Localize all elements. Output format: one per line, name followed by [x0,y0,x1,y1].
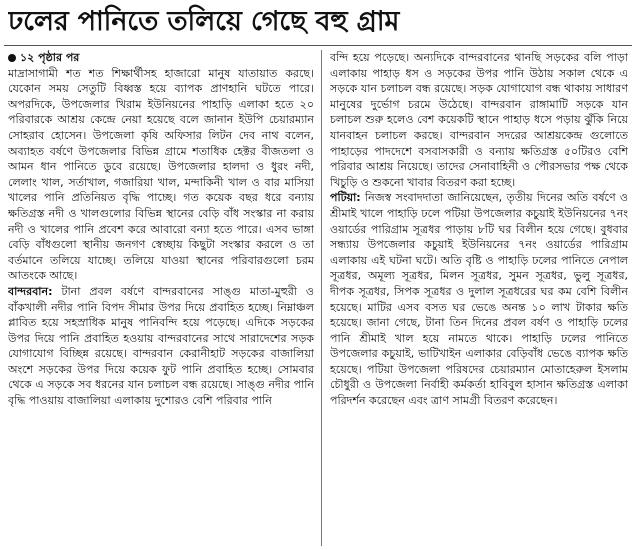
column-divider [321,50,322,546]
left-column [8,50,314,548]
right-paragraph-2-text: নিজস্ব সংবাদদাতা জানিয়েছেন, তৃতীয় দিনের অতি বর্ষণে ও শ্রীমাই খালে পাহাড়ি ঢলে পটিয়া উপজেলার কচুয়াই ইউনিয়নের ৭নং ওয়ার্ডের পারিগ্রাম সূত্রধর পাড়ায় ৮টি ঘর বিলীন হয়ে গেছে। বুধবার সন্ধ্যায় উপজেলার কচুয়াই ইউনিয়নের ৭নং ওয়ার্ডের পারিগ্রাম এলাকায় এই ঘটনা ঘটে। অতি বৃষ্টি ও পাহাড়ি ঢলের পানিতে নেপাল সূত্রধর, অমূল্য সূত্রধর, মিলন সূত্রধর, সুমন সূত্রধর, ভুলু সূত্রধর, দীপক সূত্রধর, সিপক সূত্রধর ও দুলাল সূত্রধরের ঘর কম বেশি বিলীন হয়েছে। মাটির এসব বসত ঘর ভেঙে অনন্ত ১০ লাখ টাকার ক্ষতি হয়েছে। জানা গেছে, টানা তিন দিনের প্রবল বর্ষণ ও পাহাড়ি ঢলের পানি শ্রীমাই খাল হয়ে নামতে থাকে। পাহাড়ি ঢলের পানিতে উপজেলার কচুয়াই, ভাটিখাইন এলাকার বেড়িবাঁধ ভেঙে ব্যাপক ক্ষতি হয়েছে। পটিয়া উপজেলা পরিষদের চেয়ারম্যান মোতাহেরুল ইসলাম চৌধুরী ও উপজেলা নির্বাহী কর্মকর্তা হাবিবুল হাসান ক্ষতিগ্রস্ত এলাকা পরিদর্শন করেছেন এবং ত্রাণ সামগ্রী বিতরণ করেছেন। [330,191,628,408]
bullet-icon [8,54,16,62]
continued-from-label [8,50,314,66]
dateline-patiya: পটিয়া: [330,191,361,205]
right-paragraph-1: বন্দি হয়ে পড়েছে। অন্যদিকে বান্দরবানের থানছি সড়কের বলি পাড়া এলাকায় পাহাড় ধস ও সড়কের উপর পানি উঠায় সকাল থেকে এ সড়কে যান চলাচল বন্ধ রয়েছে। সড়ক যোগাযোগ বন্ধ থাকায় সাধারণ মানুষের দুর্ভোগ চরমে উঠেছে। বান্দরবান রাঙ্গামাটি সড়কে যান চলাচল শুরু হলেও বেশ কয়েকটি স্থানে পাহাড় ধসে পড়ায় ঝুঁকি নিয়ে যানবাহন চলাচল করছে। বান্দরবান সদরের আশ্রয়কেন্দ্র গুলোতে পাহাড়ের পাদদেশে বসবাসকারী ও বন্যায় ক্ষতিগ্রস্ত ৫০টিরও বেশি পরিবার আশ্রয় নিয়েছে। তাদের সেনাবাহিনী ও পৌরসভার পক্ষ থেকে খিচুড়ি ও শুকনো খাবার বিতরণ করা হচ্ছে। [330,51,628,189]
dateline-bandarban: বান্দরবান: [8,284,53,298]
left-paragraph-2 [8,284,314,409]
continued-from-text: ১২ পৃষ্ঠার পর [20,51,80,64]
right-paragraph-2 [330,190,628,408]
headline: ঢলের পানিতে তলিয়ে গেছে বহু গ্রাম [8,6,400,37]
left-paragraph-1: মাদ্রাসাগামী শত শত শিক্ষার্থীসহ হাজারো মানুষ যাতায়াত করছে। যেকোন সময় সেতুটি বিধ্বস্ত হয়ে ব্যাপক প্রাণহানি ঘটতে পারে। অপরদিকে, উপজেলার খিরাম ইউনিয়নের পাহাড়ি এলাকা হতে ২০ পরিবারকে আশ্রয় কেন্দ্রে নেয়া হয়েছে বলে জানান ইউপি চেয়ারম্যান সোহরাব হোসেন। উপজেলা কৃষি অফিসার লিটন দেব নাথ বলেন, অব্যাহত বর্ষণে উপজেলার বিভিন্ন গ্রামে শতাধিক হেক্টর বীজতলা ও আমন ধান পানিতে ডুবে রয়েছে। উপজেলার হালদা ও ধুরং নদী, লেলাং খাল, সর্তাখাল, গজারিয়া খাল, মন্দাকিনী খাল ও বার মাসিয়া খালের পানি প্রতিনিয়ত বৃদ্ধি পাচ্ছে। গত কয়েক বছর ধরে বন্যায় ক্ষতিগ্রস্ত নদী ও খালগুলোর বিভিন্ন স্থানের বেড়ি বাঁধ সংস্কার না করায় নদী ও খালের পানি প্রবেশ করে আবারো বন্যা হতে পারে। এসব ভাঙ্গা বেড়ি বাঁধগুলো স্থানীয় জনগণ স্বেচ্ছায় কিছুটা সংস্কার করলে ও তা বর্তমানে তলিয়ে যাচ্ছে। তলিয়ে যাওয়া স্থানের পরিবারগুলো চরম আতংকে আছে। [8,66,314,283]
right-column [330,50,628,548]
left-paragraph-2-text: টানা প্রবল বর্ষণে বান্দরবানের সাঙ্গু মাতা-মুহুরী ও বাঁকখালী নদীর পানি বিপদ সীমার উপর দিয়ে প্রবাহিত হচ্ছে। নিম্নাঞ্চল প্লাবিত হয়ে সহস্রাধিক মানুষ পানিবন্দি হয়ে পড়েছে। এদিকে সড়কের উপর দিয়ে পানি প্রবাহিত হওয়ায় বান্দরবানের সাথে সারাদেশের সড়ক যোগাযোগ বিচ্ছিন্ন রয়েছে। বান্দরবান কেরানীহাট সড়কের বাজালিয়া অংশে সড়কের উপর দিয়ে কয়েক ফুট পানি প্রবাহিত হচ্ছে। সোমবার থেকে এ সড়কে সব ধরনের যান চলাচল বন্ধ রয়েছে। সাঙ্গু নদীর পানি বৃদ্ধি পাওয়ায় বাজালিয়া এলাকায় দুশোরও বেশি পরিবার পানি [8,284,314,408]
headline-rule [4,45,632,46]
